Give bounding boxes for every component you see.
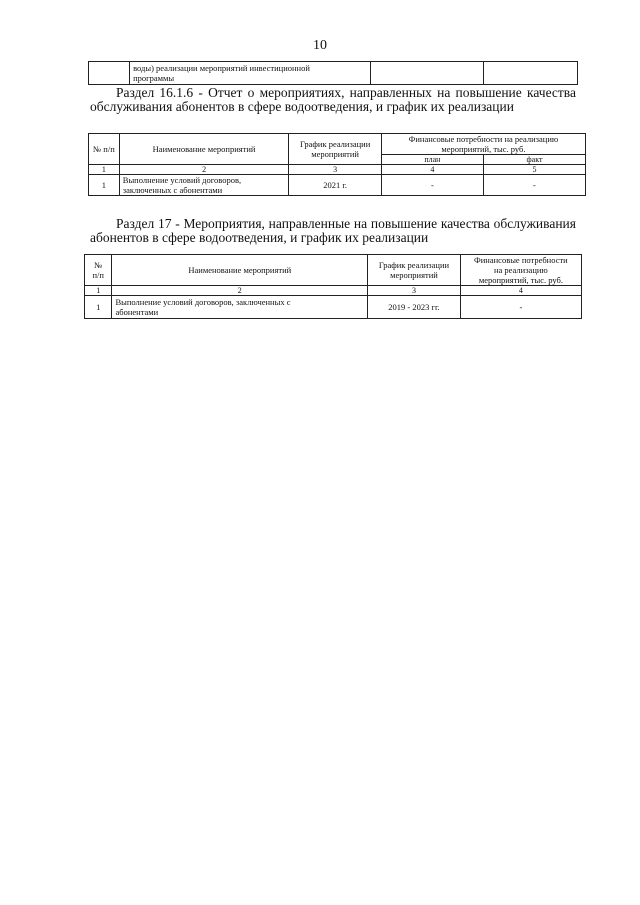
cell-fin xyxy=(484,62,578,85)
continuation-table xyxy=(88,61,578,85)
header-fin-line1: Финансовые потребности xyxy=(474,255,568,265)
header-fin-line1: Финансовые потребности на реализацию xyxy=(408,134,559,144)
section1-table xyxy=(88,133,586,196)
header-fin-line3: мероприятий, тыс. руб. xyxy=(478,275,563,285)
index-cell: 4 xyxy=(381,165,483,175)
index-cell: 1 xyxy=(89,165,120,175)
header-schedule-line1: График реализации xyxy=(299,139,371,149)
row-num: 1 xyxy=(89,175,120,196)
index-cell: 2 xyxy=(112,286,368,296)
index-cell: 3 xyxy=(368,286,461,296)
header-fin-line2: мероприятий, тыс. руб. xyxy=(441,144,526,154)
row-name xyxy=(119,175,289,196)
header-num xyxy=(85,255,112,286)
row-fin: - xyxy=(460,296,581,319)
continuation-text-line1: воды) реализации мероприятий инвестиционной xyxy=(133,63,310,73)
row-schedule: 2019 - 2023 гг. xyxy=(368,296,461,319)
header-schedule xyxy=(368,255,461,286)
index-cell: 2 xyxy=(119,165,289,175)
header-fin xyxy=(460,255,581,286)
row-name-line2: абонентами xyxy=(115,307,159,317)
page-number: 10 xyxy=(313,38,327,53)
index-cell: 4 xyxy=(460,286,581,296)
cell-num xyxy=(89,62,130,85)
row-plan: - xyxy=(381,175,483,196)
header-schedule-line2: мероприятий xyxy=(311,149,359,159)
header-num-line1: № xyxy=(94,260,103,270)
header-name: Наименование мероприятий xyxy=(119,134,289,165)
row-fact: - xyxy=(483,175,585,196)
header-name: Наименование мероприятий xyxy=(112,255,368,286)
section-heading: Раздел 16.1.6 - Отчет о мероприятиях, направленных на повышение качества обслуживания абонентов в сфере водоотведения, и график их реализации xyxy=(90,85,576,114)
section-heading: Раздел 17 - Мероприятия, направленные на повышение качества обслуживания абонентов в сфере водоотведения, и график их реализации xyxy=(90,216,576,245)
row-num: 1 xyxy=(85,296,112,319)
row-schedule: 2021 г. xyxy=(289,175,382,196)
row-name-line1: Выполнение условий договоров, заключенных с xyxy=(115,297,291,307)
index-cell: 3 xyxy=(289,165,382,175)
table-row xyxy=(85,296,582,319)
index-cell: 1 xyxy=(85,286,112,296)
header-fin-line2: на реализацию xyxy=(493,265,548,275)
header-schedule xyxy=(289,134,382,165)
cell-name xyxy=(130,62,371,85)
header-schedule-line1: График реализации xyxy=(378,260,450,270)
header-num: № п/п xyxy=(89,134,120,165)
header-num-line2: п/п xyxy=(92,270,104,280)
cell-schedule xyxy=(371,62,484,85)
header-fact: факт xyxy=(483,155,585,165)
table-header-row xyxy=(89,134,586,155)
table-row xyxy=(89,175,586,196)
header-schedule-line2: мероприятий xyxy=(390,270,438,280)
row-name-line1: Выполнение условий договоров, xyxy=(122,175,242,185)
table-row xyxy=(89,62,578,85)
table-index-row xyxy=(89,165,586,175)
header-plan: план xyxy=(381,155,483,165)
index-cell: 5 xyxy=(483,165,585,175)
row-name-line2: заключенных с абонентами xyxy=(122,185,223,195)
continuation-text-line2: программы xyxy=(133,73,175,83)
header-fin xyxy=(381,134,585,155)
table-index-row xyxy=(85,286,582,296)
section2-table xyxy=(84,254,582,319)
table-header-row xyxy=(85,255,582,286)
row-name xyxy=(112,296,368,319)
